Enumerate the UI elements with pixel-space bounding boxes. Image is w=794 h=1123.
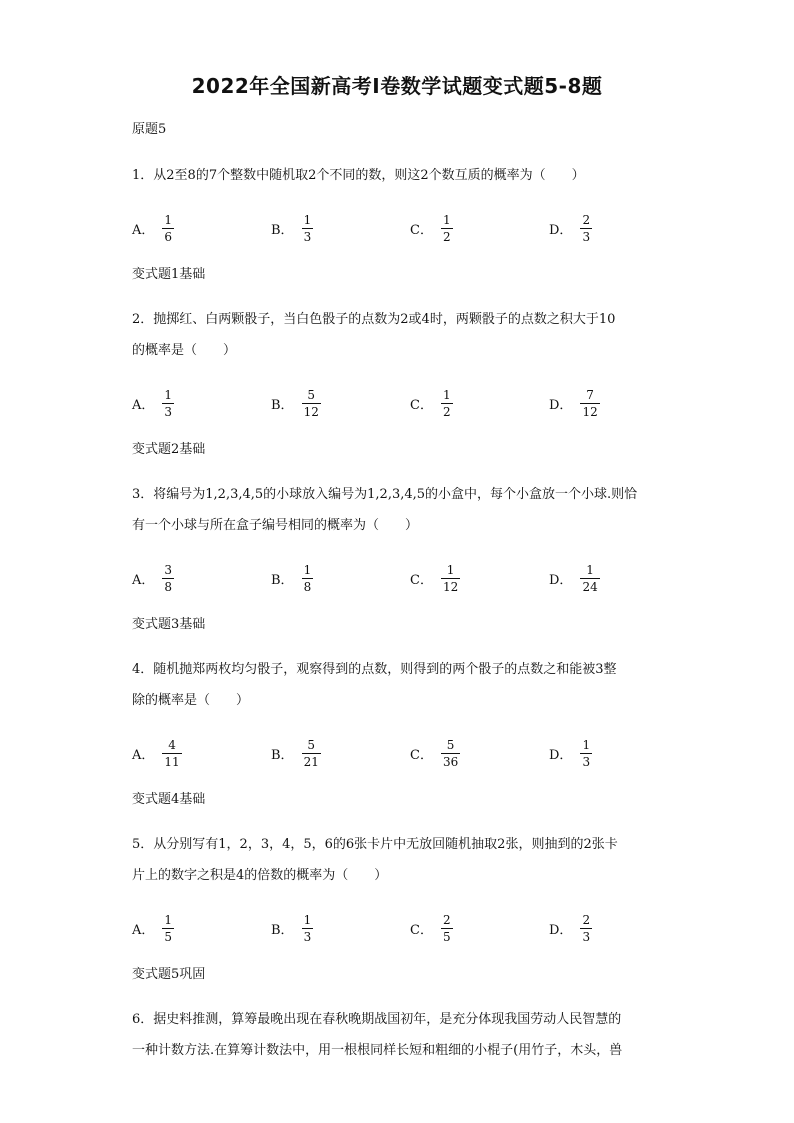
option-a[interactable]: A． $\frac{3}{8}$: [132, 562, 173, 594]
question-text: 6．据史料推测，算筹最晚出现在春秋晚期战国初年，是充分体现我国劳动人民智慧的: [132, 1012, 622, 1027]
fraction: $\frac{1}{12}$: [442, 562, 459, 594]
question-text: 4．随机抛郑两枚均匀骰子，观察得到的点数，则得到的两个骰子的点数之和能被3整: [132, 662, 617, 677]
section-header: 变式题3基础: [132, 617, 206, 632]
fraction: $\frac{1}{3}$: [303, 212, 312, 244]
option-d[interactable]: D． $\frac{2}{3}$: [549, 212, 591, 244]
option-c[interactable]: C． $\frac{1}{2}$: [410, 387, 451, 419]
option-c[interactable]: C． $\frac{1}{12}$: [410, 562, 459, 594]
fraction: $\frac{1}{5}$: [164, 912, 173, 944]
question-text: 的概率是（ ）: [132, 343, 237, 358]
question-text: 2．抛掷红、白两颗骰子，当白色骰子的点数为2或4时，两颗骰子的点数之积大于10: [132, 312, 616, 327]
section-header: 变式题2基础: [132, 442, 206, 457]
section-header: 变式题4基础: [132, 792, 206, 807]
option-b[interactable]: B． $\frac{1}{3}$: [271, 912, 312, 944]
option-a[interactable]: A． $\frac{1}{5}$: [132, 912, 173, 944]
option-a[interactable]: A． $\frac{1}{3}$: [132, 387, 173, 419]
fraction: $\frac{4}{11}$: [164, 737, 180, 769]
question-text: 5．从分别写有1，2，3，4，5，6的6张卡片中无放回随机抽取2张，则抽到的2张卡: [132, 837, 618, 852]
question-text: 除的概率是（ ）: [132, 693, 250, 708]
question-text: 片上的数字之积是4的倍数的概率为（ ）: [132, 868, 388, 883]
option-a[interactable]: A． $\frac{1}{6}$: [132, 212, 173, 244]
fraction: $\frac{2}{3}$: [582, 912, 591, 944]
option-d[interactable]: D． $\frac{2}{3}$: [549, 912, 591, 944]
option-b[interactable]: B． $\frac{1}{8}$: [271, 562, 312, 594]
option-d[interactable]: D． $\frac{7}{12}$: [549, 387, 598, 419]
option-b[interactable]: B． $\frac{5}{21}$: [271, 737, 319, 769]
question-text: 一种计数方法.在算筹计数法中，用一根根同样长短和粗细的小棍子(用竹子，木头，兽: [132, 1043, 623, 1058]
fraction: $\frac{2}{3}$: [582, 212, 591, 244]
fraction: $\frac{1}{6}$: [164, 212, 173, 244]
option-d[interactable]: D． $\frac{1}{3}$: [549, 737, 591, 769]
option-b[interactable]: B． $\frac{5}{12}$: [271, 387, 319, 419]
fraction: $\frac{1}{3}$: [164, 387, 173, 419]
fraction: $\frac{1}{24}$: [582, 562, 598, 594]
fraction: $\frac{2}{5}$: [442, 912, 451, 944]
question-text: 有一个小球与所在盒子编号相同的概率为（ ）: [132, 518, 419, 533]
fraction: $\frac{5}{36}$: [442, 737, 459, 769]
question-text: 1．从2至8的7个整数中随机取2个不同的数，则这2个数互质的概率为（ ）: [132, 168, 585, 183]
page-title: 2022年全国新高考Ⅰ卷数学试题变式题5-8题: [191, 74, 603, 98]
fraction: $\frac{1}{8}$: [303, 562, 312, 594]
option-c[interactable]: C． $\frac{5}{36}$: [410, 737, 459, 769]
fraction: $\frac{1}{3}$: [582, 737, 591, 769]
section-header: 原题5: [132, 122, 167, 137]
fraction: $\frac{5}{12}$: [303, 387, 319, 419]
question-text: 3．将编号为1,2,3,4,5的小球放入编号为1,2,3,4,5的小盒中，每个小盒放一个小球.则恰: [132, 487, 638, 502]
option-b[interactable]: B． $\frac{1}{3}$: [271, 212, 312, 244]
option-a[interactable]: A． $\frac{4}{11}$: [132, 737, 180, 769]
section-header: 变式题5巩固: [132, 967, 206, 982]
section-header: 变式题1基础: [132, 267, 206, 282]
fraction: $\frac{1}{2}$: [442, 387, 451, 419]
fraction: $\frac{1}{2}$: [442, 212, 451, 244]
fraction: $\frac{7}{12}$: [582, 387, 598, 419]
option-c[interactable]: C． $\frac{1}{2}$: [410, 212, 451, 244]
fraction: $\frac{5}{21}$: [303, 737, 319, 769]
option-c[interactable]: C． $\frac{2}{5}$: [410, 912, 451, 944]
fraction: $\frac{3}{8}$: [164, 562, 173, 594]
option-d[interactable]: D． $\frac{1}{24}$: [549, 562, 598, 594]
fraction: $\frac{1}{3}$: [303, 912, 312, 944]
